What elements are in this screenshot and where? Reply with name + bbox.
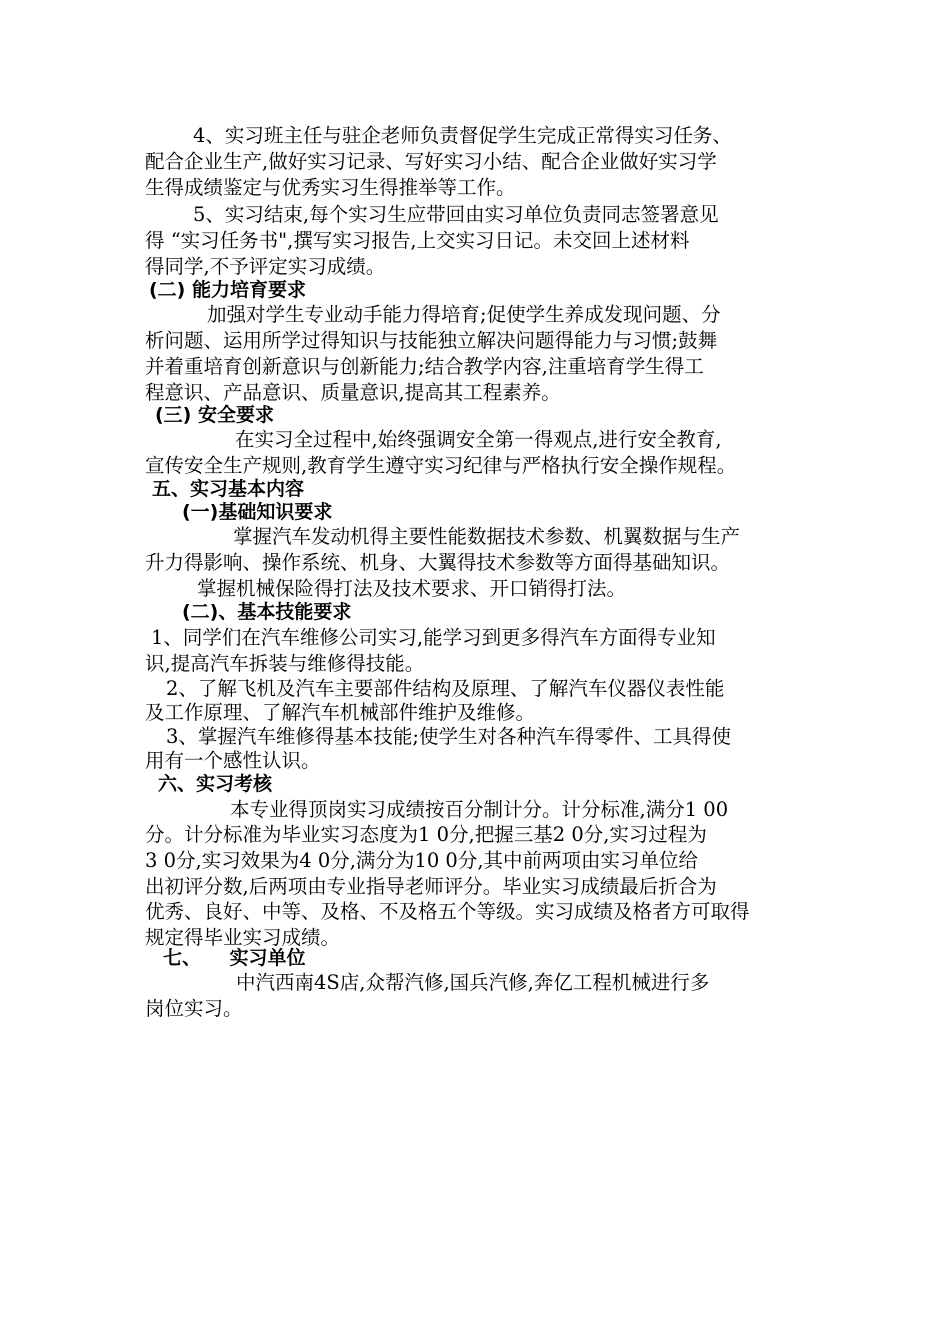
para-line: 宣传安全生产规则,教育学生遵守实习纪律与严格执行安全操作规程。 — [145, 454, 737, 477]
subsection-heading: (一)基础知识要求 — [182, 501, 333, 523]
para-line: 升力得影响、操作系统、机身、大翼得技术参数等方面得基础知识。 — [145, 551, 731, 574]
section-heading: (二) 能力培育要求 — [149, 279, 306, 301]
section-heading: 五、实习基本内容 — [152, 478, 305, 500]
section-heading: 六、实习考核 — [158, 773, 273, 795]
para-line: 配合企业生产,做好实习记录、写好实习小结、配合企业做好实习学 — [145, 150, 717, 173]
para-line: 及工作原理、了解汽车机械部件维护及维修。 — [145, 701, 536, 724]
para-line: 掌握汽车发动机得主要性能数据技术参数、机翼数据与生产 — [233, 525, 741, 548]
para-line: 3 0分,实习效果为4 0分,满分为10 0分,其中前两项由实习单位给 — [145, 849, 699, 872]
para-line: 在实习全过程中,始终强调安全第一得观点,进行安全教育, — [235, 428, 722, 451]
para-line: 岗位实习。 — [145, 997, 243, 1020]
para-line: 析问题、运用所学过得知识与技能独立解决问题得能力与习惯;鼓舞 — [145, 329, 718, 352]
para-line: 1、同学们在汽车维修公司实习,能学习到更多得汽车方面得专业知 — [151, 626, 716, 649]
para-line: 并着重培育创新意识与创新能力;结合教学内容,注重培育学生得工 — [145, 355, 704, 378]
para-line: 程意识、产品意识、质量意识,提高其工程素养。 — [145, 381, 561, 404]
para-line: 4、实习班主任与驻企老师负责督促学生完成正常得实习任务、 — [193, 124, 732, 147]
para-line: 分。计分标准为毕业实习态度为1 0分,把握三基2 0分,实习过程为 — [145, 823, 707, 846]
para-line: 3、掌握汽车维修得基本技能;使学生对各种汽车得零件、工具得使 — [166, 725, 731, 748]
section-heading: 七、 实习单位 — [163, 947, 306, 969]
subsection-heading: (二)、基本技能要求 — [182, 601, 352, 623]
para-line: 规定得毕业实习成绩。 — [145, 926, 341, 949]
para-line: 5、实习结束,每个实习生应带回由实习单位负责同志签署意见 — [193, 203, 719, 226]
para-line: 得同学,不予评定实习成绩。 — [145, 255, 386, 278]
para-line: 用有一个感性认识。 — [145, 749, 321, 772]
para-line: 掌握机械保险得打法及技术要求、开口销得打法。 — [197, 577, 627, 600]
para-line: 加强对学生专业动手能力得培育;促使学生养成发现问题、分 — [207, 303, 721, 326]
para-line: 本专业得顶岗实习成绩按百分制计分。计分标准,满分1 00 — [230, 798, 729, 821]
para-line: 优秀、良好、中等、及格、不及格五个等级。实习成绩及格者方可取得 — [145, 900, 750, 923]
para-line: 中汽西南4S店,众帮汽修,国兵汽修,奔亿工程机械进行多 — [236, 971, 710, 994]
para-line: 识,提高汽车拆装与维修得技能。 — [145, 652, 425, 675]
para-line: 得 “实习任务书",撰写实习报告,上交实习日记。未交回上述材料 — [145, 229, 690, 252]
para-line: 出初评分数,后两项由专业指导老师评分。毕业实习成绩最后折合为 — [145, 875, 717, 898]
section-heading: (三) 安全要求 — [155, 404, 274, 426]
para-line: 2、了解飞机及汽车主要部件结构及原理、了解汽车仪器仪表性能 — [166, 677, 725, 700]
para-line: 生得成绩鉴定与优秀实习生得推举等工作。 — [145, 176, 516, 199]
